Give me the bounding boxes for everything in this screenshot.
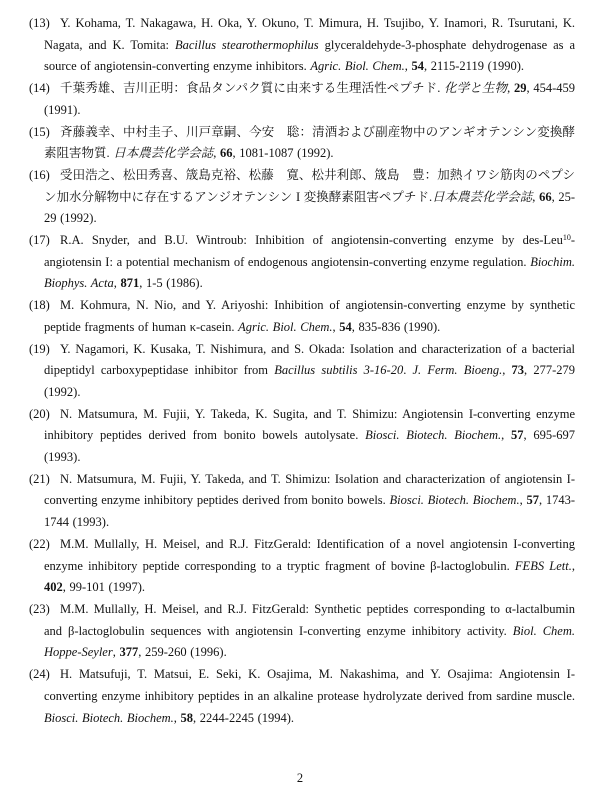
reference-item	[29, 122, 575, 165]
reference-text: H. Matsufuji, T. Matsui, E. Seki, K. Osajima, M. Nakashima, and Y. Osajima: Angiotensin I-converting enzyme inhibitory peptides in an alkaline protease hydrolyzate derived from sardine muscle.	[44, 667, 575, 703]
reference-text: 29	[513, 81, 527, 96]
reference-text: Y. Nagamori, K. Kusaka, T. Nishimura, and S. Okada: Isolation and characterization of a bacterial dipeptidyl carboxypeptidase inhibitor from	[44, 341, 575, 378]
reference-text: Y. Kohama, T. Nakagawa, H. Oka, Y. Okuno, T. Mimura, H. Tsujibo, Y. Inamori, R. Tsurutani, K. Nagata, and K. Tomita:	[44, 16, 575, 52]
reference-number: (13)	[29, 16, 50, 30]
reference-text: ,	[532, 189, 540, 204]
references-list	[29, 13, 575, 729]
reference-text: 402	[44, 580, 63, 595]
reference-text: ,	[112, 645, 120, 660]
reference-text: .	[403, 363, 413, 378]
reference-text: ,	[502, 363, 512, 378]
reference-text: , 259-260 (1996).	[138, 645, 227, 660]
reference-text: 日本農芸化学会誌	[113, 146, 214, 161]
reference-text: 10	[562, 233, 571, 243]
reference-item	[29, 339, 576, 404]
reference-text: , 1-5 (1986).	[139, 276, 203, 291]
reference-text: , 99-101 (1997).	[62, 580, 145, 595]
reference-text: ,	[404, 59, 412, 74]
reference-text: FEBS Lett.	[514, 558, 572, 573]
reference-number: (22)	[29, 536, 50, 551]
page-number: 2	[296, 771, 304, 785]
reference-item	[29, 165, 575, 230]
reference-number: (19)	[29, 341, 50, 356]
reference-text: 57	[526, 493, 539, 508]
reference-text: ,	[213, 146, 221, 161]
reference-item	[29, 599, 576, 664]
reference-number: (18)	[29, 298, 50, 313]
reference-text: Biosci. Biotech. Biochem.	[44, 710, 174, 725]
reference-text: , 2244-2245 (1994).	[193, 710, 295, 725]
reference-number: (17)	[29, 233, 50, 248]
reference-text: N. Matsumura, M. Fujii, Y. Takeda, K. Sugita, and T. Shimizu: Angiotensin I-converting enzyme inhibitory peptides derived from bonito bowels autolysate.	[44, 406, 575, 443]
reference-text: ,	[571, 558, 575, 573]
reference-number: (21)	[29, 471, 50, 486]
reference-text: 871	[120, 276, 140, 291]
reference-text: , 2115-2119 (1990).	[423, 59, 525, 74]
reference-text: , 835-836 (1990).	[351, 319, 441, 334]
reference-item	[29, 295, 575, 338]
reference-text: 千葉秀雄、吉川正明：食品タンパク質に由来する生理活性ペプチド.	[60, 81, 445, 96]
reference-text: R.A. Snyder, and B.U. Wintroub: Inhibition of angiotensin-converting enzyme by des-Leu	[60, 233, 563, 248]
reference-text: M.M. Mullally, H. Meisel, and R.J. FitzGerald: Synthetic peptides corresponding to α-lactalbumin and β-lactoglobulin sequences with angiotensin I-converting enzyme inhibitory activity.	[44, 601, 575, 638]
reference-text: 斉藤義幸、中村圭子、川戸章嗣、今安 聡：清酒および副産物中のアンギオテンシン変換酵素阻害物質.	[44, 124, 575, 161]
reference-text: 57	[510, 428, 524, 443]
reference-text: ,	[332, 319, 340, 334]
reference-item	[29, 664, 575, 729]
reference-text: Agric. Biol. Chem.	[310, 59, 405, 74]
reference-number: (24)	[29, 667, 50, 682]
reference-text: ,	[173, 710, 181, 725]
reference-text: 受田浩之、松田秀喜、筬島克裕、松藤 寛、松井利郎、筬島 豊：加熱イワシ筋肉のペプシン加水分解物中に存在するアンジオテンシン I 変換酵素阻害ペプチド.	[44, 167, 575, 204]
reference-text: , 454-459 (1991).	[44, 81, 575, 117]
reference-number: (15)	[29, 124, 50, 139]
reference-text: Agric. Biol. Chem.	[238, 319, 333, 334]
reference-item	[29, 13, 575, 78]
reference-text: ,	[501, 428, 511, 443]
reference-text: 66	[220, 146, 233, 161]
reference-text: Biol. Chem. Hoppe-Seyler	[44, 623, 576, 660]
reference-text: 化学と生物	[444, 81, 508, 96]
reference-text: , 695-697 (1993).	[44, 428, 576, 465]
reference-text: Biochim. Biophys. Acta	[44, 254, 575, 291]
reference-text: , 25-29 (1992).	[44, 189, 575, 226]
reference-text: ,	[519, 493, 527, 508]
reference-text: Biosci. Biotech. Biochem.	[389, 493, 520, 508]
reference-text: 54	[411, 59, 424, 74]
reference-text: 377	[119, 645, 139, 660]
reference-text: J. Ferm. Bioeng.	[412, 363, 503, 378]
reference-item	[29, 404, 576, 469]
reference-item	[29, 469, 575, 534]
reference-text: Bacillus stearothermophilus	[174, 37, 319, 52]
reference-text: ,	[113, 276, 121, 291]
reference-text: glyceraldehyde-3-phosphate dehydrogenase as a source of angiotensin-converting enzyme inhibitors.	[44, 37, 575, 74]
reference-item	[29, 230, 575, 295]
reference-text: M. Kohmura, N. Nio, and Y. Ariyoshi: Inhibition of angiotensin-converting enzyme by synthetic peptide fragments of human κ-casein.	[44, 298, 575, 334]
reference-text: 58	[180, 710, 194, 725]
reference-text: M.M. Mullally, H. Meisel, and R.J. FitzGerald: Identification of a novel angiotensin I-converting enzyme inhibitory peptide corresponding to a tryptic fragment of bovine β-lactoglobulin.	[44, 536, 575, 573]
reference-text: , 1743-1744 (1993).	[44, 493, 575, 530]
reference-text: 54	[339, 319, 352, 334]
reference-text: -angiotensin I: a potential mechanism of endogenous angiotensin-converting enzyme regulation.	[44, 233, 575, 269]
reference-text: 日本農芸化学会誌	[432, 189, 533, 204]
reference-text: Biosci. Biotech. Biochem.	[365, 428, 502, 443]
reference-item	[29, 534, 575, 599]
reference-text: ,	[507, 81, 514, 96]
reference-number: (20)	[29, 406, 50, 421]
reference-number: (16)	[29, 167, 50, 182]
reference-text: 66	[539, 189, 552, 204]
reference-text: N. Matsumura, M. Fujii, Y. Takeda, and T. Shimizu: Isolation and characterization of angiotensin I-converting enzyme inhibitory peptides derived from bonito bowels.	[44, 471, 575, 508]
reference-number: (23)	[29, 601, 50, 616]
reference-text: 73	[511, 363, 525, 378]
reference-text: Bacillus subtilis 3-16-20	[274, 363, 404, 378]
reference-text: , 277-279 (1992).	[44, 363, 576, 399]
reference-text: , 1081-1087 (1992).	[232, 146, 334, 161]
reference-item	[29, 78, 575, 121]
reference-number: (14)	[29, 81, 50, 96]
